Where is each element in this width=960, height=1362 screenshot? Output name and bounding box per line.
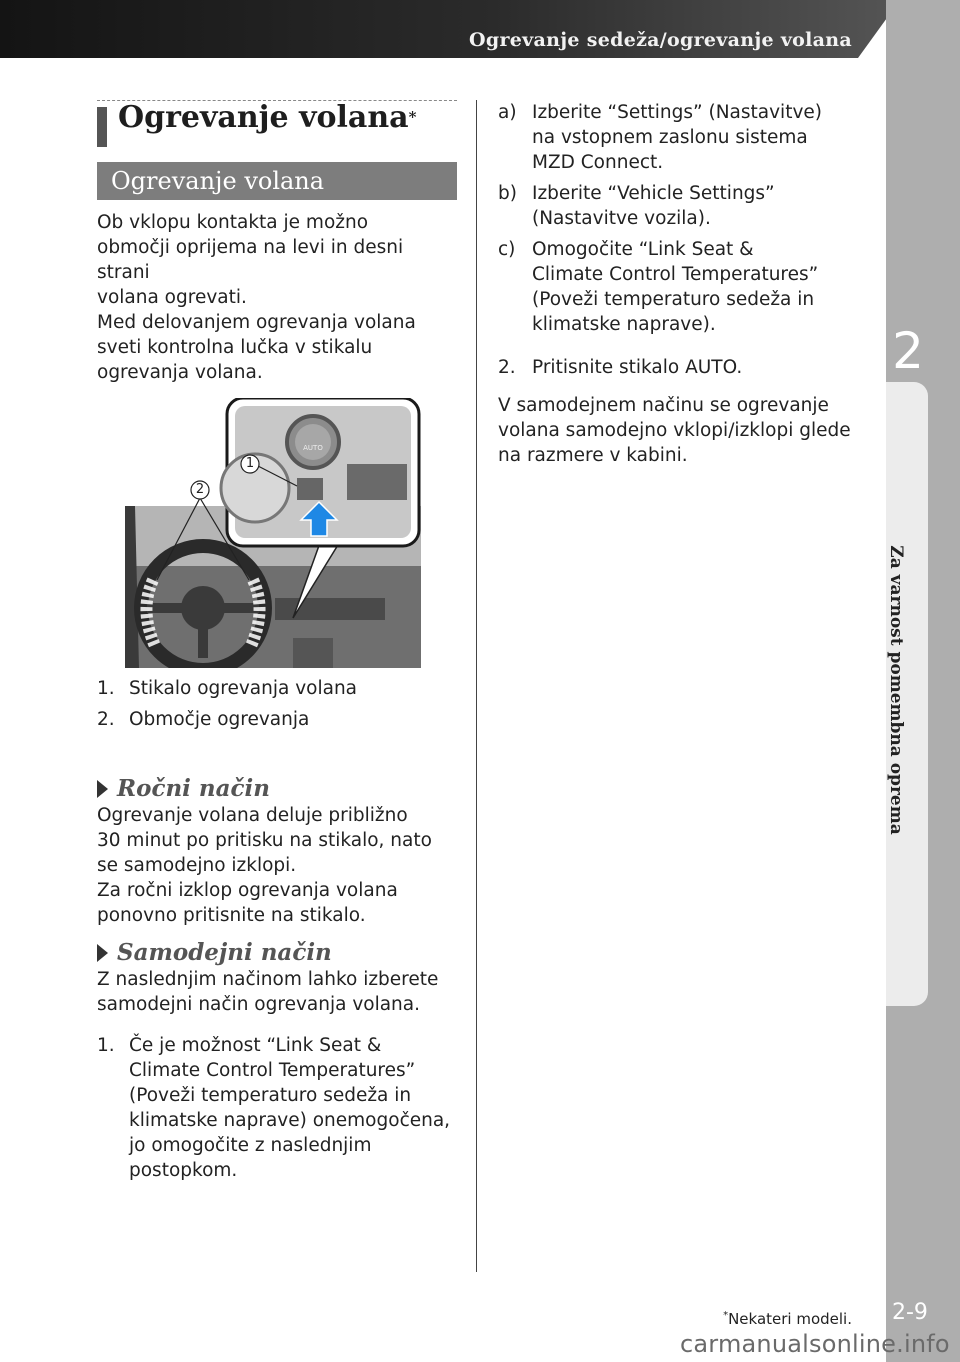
watermark[interactable]: carmanualsonline.info [680, 1330, 950, 1358]
closing-paragraph: V samodejnem načinu se ogrevanje volana samodejno vklopi/izklopi glede na razmere v kabini. [498, 395, 851, 466]
figure-legend [97, 676, 457, 732]
page-number: 2-9 [892, 1300, 928, 1325]
section-marker-icon [97, 944, 108, 962]
dashboard-illustration [125, 398, 421, 668]
callout-1-label: 1 [245, 456, 255, 471]
column-divider [476, 100, 477, 1272]
substep-c: c) Omogočite “Link Seat & Climate Control Temperatures” (Poveži temperaturo sedeža in klimatske naprave). [498, 239, 819, 335]
auto-mode-heading: Samodejni način [97, 940, 457, 965]
footnote: *Nekateri modeli. [723, 1310, 852, 1328]
callout-2-label: 2 [195, 482, 205, 497]
section-title-block [97, 100, 457, 152]
steering-heater-figure [125, 398, 421, 668]
substep-a: a) Izberite “Settings” (Nastavitve) na vstopnem zaslonu sistema MZD Connect. [498, 102, 822, 173]
auto-button-label: AUTO [303, 444, 323, 452]
right-column [498, 100, 868, 468]
chapter-number: 2 [892, 322, 924, 380]
intro-paragraph: Ob vklopu kontakta je možno območji oprijema na levi in desni strani volana ogrevati. Med delovanjem ogrevanja volana sveti kontrolna lučka v stikalu ogrevanja volana. [97, 212, 416, 383]
manual-mode-heading: Ročni način [97, 776, 457, 801]
legend-item: 1. Stikalo ogrevanja volana [97, 678, 358, 699]
section-subtitle: Ogrevanje volana [97, 162, 457, 200]
page-title: Ogrevanje volana* [118, 100, 417, 135]
step-2: 2. Pritisnite stikalo AUTO. [498, 357, 743, 378]
substep-b: b) Izberite “Vehicle Settings” (Nastavitve vozila). [498, 183, 775, 229]
running-header-title: Ogrevanje sedeža/ogrevanje volana [469, 29, 852, 51]
manual-mode-paragraph: Ogrevanje volana deluje približno 30 minut po pritisku na stikalo, nato se samodejno izklopi. Za ročni izklop ogrevanja volana ponovno pritisnite na stikalo. [97, 805, 432, 926]
auto-mode-paragraph: Z naslednjim načinom lahko izberete samodejni način ogrevanja volana. [97, 969, 439, 1015]
title-bar-accent [97, 107, 107, 147]
legend-item: 2. Območje ogrevanja [97, 709, 310, 730]
left-column [97, 100, 457, 1183]
step-1: 1. Če je možnost “Link Seat & Climate Control Temperatures” (Poveži temperaturo sedeža in klimatske naprave) onemogočena, jo omogočite z naslednjim postopkom. [97, 1035, 451, 1181]
section-marker-icon [97, 780, 108, 798]
